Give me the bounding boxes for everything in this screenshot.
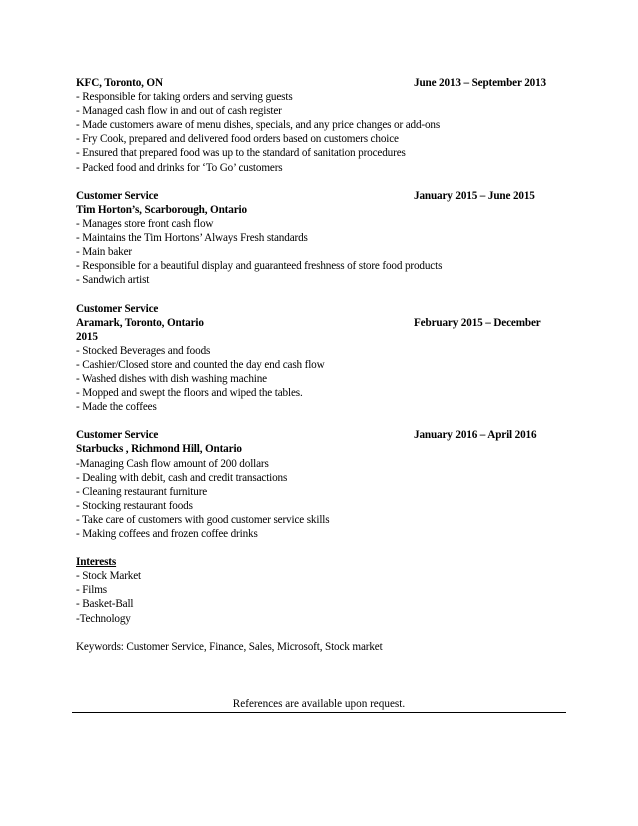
interest-item: -Technology (76, 612, 131, 625)
resume-content (76, 76, 566, 654)
tim-employer: Tim Horton’s, Scarborough, Ontario (76, 203, 247, 216)
spacer (76, 626, 566, 640)
starbucks-duty: - Stocking restaurant foods (76, 499, 193, 512)
spacer (76, 287, 566, 301)
interest-item: - Films (76, 584, 107, 597)
interest-item: - Stock Market (76, 570, 142, 583)
aramark-dates-cont: 2015 (76, 330, 98, 343)
tim-header (76, 189, 566, 203)
tim-duty: - Manages store front cash flow (76, 217, 214, 230)
kfc-duty: - Made customers aware of menu dishes, specials, and any price changes or add-ons (76, 119, 441, 132)
aramark-duty: - Mopped and swept the floors and wiped the tables. (76, 387, 303, 400)
starbucks-duty: -Managing Cash flow amount of 200 dollars (76, 457, 269, 470)
aramark-title: Customer Service (76, 302, 159, 315)
tim-duty: - Responsible for a beautiful display and guaranteed freshness of store food products (76, 260, 443, 273)
kfc-employer: KFC, Toronto, ON (76, 77, 163, 89)
tim-duty: - Main baker (76, 246, 132, 259)
starbucks-employer: Starbucks , Richmond Hill, Ontario (76, 443, 242, 456)
aramark-duty: - Stocked Beverages and foods (76, 344, 211, 357)
kfc-duty: - Responsible for taking orders and serving guests (76, 91, 293, 104)
starbucks-duty: - Cleaning restaurant furniture (76, 485, 208, 498)
tim-duty: - Sandwich artist (76, 274, 150, 287)
starbucks-duty: - Take care of customers with good customer service skills (76, 513, 330, 526)
kfc-dates: June 2013 – September 2013 (414, 77, 547, 89)
starbucks-dates: January 2016 – April 2016 (414, 429, 537, 442)
kfc-duty: - Ensured that prepared food was up to the standard of sanitation procedures (76, 147, 406, 160)
spacer (76, 175, 566, 189)
spacer (76, 541, 566, 555)
tim-dates: January 2015 – June 2015 (414, 189, 535, 202)
aramark-duty: - Cashier/Closed store and counted the day end cash flow (76, 358, 325, 371)
starbucks-duty: - Making coffees and frozen coffee drinks (76, 528, 258, 540)
kfc-duty: - Managed cash flow in and out of cash register (76, 105, 282, 118)
aramark-duty: - Made the coffees (76, 401, 157, 414)
interest-item: - Basket-Ball (76, 598, 134, 611)
kfc-duty: - Packed food and drinks for ‘To Go’ customers (76, 161, 283, 174)
starbucks-header (76, 428, 566, 442)
interests-heading: Interests (76, 556, 117, 569)
aramark-duty: - Washed dishes with dish washing machine (76, 372, 267, 385)
aramark-employer: Aramark, Toronto, Ontario (76, 316, 204, 329)
spacer (76, 414, 566, 428)
aramark-header (76, 316, 566, 330)
kfc-duty: - Fry Cook, prepared and delivered food orders based on customers choice (76, 133, 399, 146)
starbucks-duty: - Dealing with debit, cash and credit transactions (76, 471, 288, 484)
references-footer: References are available upon request. (72, 697, 566, 713)
aramark-dates: February 2015 – December (414, 316, 541, 329)
tim-duty: - Maintains the Tim Hortons’ Always Fresh standards (76, 232, 308, 245)
kfc-header (76, 76, 566, 90)
starbucks-title: Customer Service (76, 429, 159, 442)
tim-title: Customer Service (76, 189, 159, 202)
keywords-line: Keywords: Customer Service, Finance, Sales, Microsoft, Stock market (76, 640, 383, 653)
